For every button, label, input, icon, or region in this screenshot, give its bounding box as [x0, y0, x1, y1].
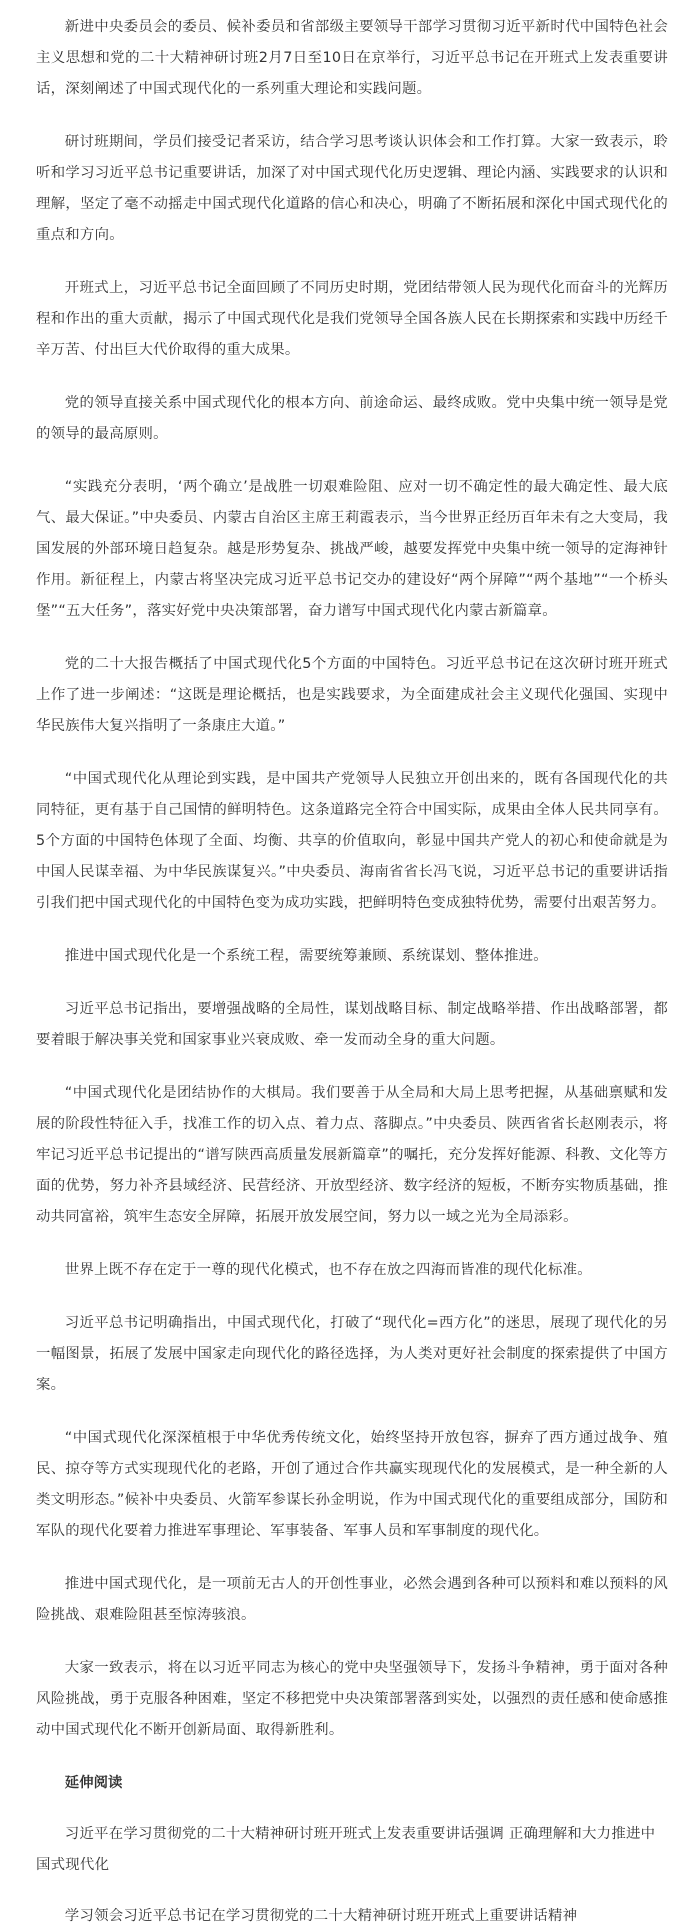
- article-paragraph-14: 推进中国式现代化，是一项前无古人的开创性事业，必然会遇到各种可以预料和难以预料的风险挑战、艰难险阻甚至惊涛骇浪。: [36, 1576, 668, 1623]
- article-paragraph-3: 开班式上，习近平总书记全面回顾了不同历史时期，党团结带领人民为现代化而奋斗的光辉历程和作出的重大贡献，揭示了中国式现代化是我们党领导全国各族人民在长期探索和实践中历经千辛万苦、付出巨大代价取得的重大成果。: [36, 280, 668, 358]
- article-paragraph-4: 党的领导直接关系中国式现代化的根本方向、前途命运、最终成败。党中央集中统一领导是党的领导的最高原则。: [36, 395, 668, 442]
- article-paragraph-13: “中国式现代化深深植根于中华优秀传统文化，始终坚持开放包容，摒弃了西方通过战争、殖民、掠夺等方式实现现代化的老路，开创了通过合作共赢实现现代化的发展模式，是一种全新的人类文明形态。”候补中央委员、火箭军参谋长孙金明说，作为中国式现代化的重要组成部分，国防和军队的现代化要着力推进军事理论、军事装备、军事人员和军事制度的现代化。: [36, 1430, 668, 1539]
- article-paragraph-15: 大家一致表示，将在以习近平同志为核心的党中央坚强领导下，发扬斗争精神，勇于面对各种风险挑战，勇于克服各种困难，坚定不移把党中央决策部署落到实处，以强烈的责任感和使命感推动中国式现代化不断开创新局面、取得新胜利。: [36, 1660, 668, 1738]
- article-paragraph-10: “中国式现代化是团结协作的大棋局。我们要善于从全局和大局上思考把握，从基础禀赋和发展的阶段性特征入手，找准工作的切入点、着力点、落脚点。”中央委员、陕西省省长赵刚表示，将牢记习近平总书记提出的“谱写陕西高质量发展新篇章”的嘱托，充分发挥好能源、科教、文化等方面的优势，努力补齐县域经济、民营经济、开放型经济、数字经济的短板，不断夯实物质基础，推动共同富裕，筑牢生态安全屏障，拓展开放发展空间，努力以一域之光为全局添彩。: [36, 1085, 668, 1225]
- article-paragraph-6: 党的二十大报告概括了中国式现代化5个方面的中国特色。习近平总书记在这次研讨班开班式上作了进一步阐述：“这既是理论概括，也是实践要求，为全面建成社会主义现代化强国、实现中华民族伟大复兴指明了一条康庄大道。”: [36, 656, 668, 734]
- related-article-link-1[interactable]: 习近平在学习贯彻党的二十大精神研讨班开班式上发表重要讲话强调 正确理解和大力推进中国式现代化: [36, 1826, 656, 1873]
- article-paragraph-8: 推进中国式现代化是一个系统工程，需要统筹兼顾、系统谋划、整体推进。: [64, 948, 548, 964]
- related-article-link-2[interactable]: 学习领会习近平总书记在学习贯彻党的二十大精神研讨班开班式上重要讲话精神: [64, 1908, 578, 1924]
- article-paragraph-1: 新进中央委员会的委员、候补委员和省部级主要领导干部学习贯彻习近平新时代中国特色社会主义思想和党的二十大精神研讨班2月7日至10日在京举行，习近平总书记在开班式上发表重要讲话，深刻阐述了中国式现代化的一系列重大理论和实践问题。: [36, 19, 668, 97]
- article-paragraph-12: 习近平总书记明确指出，中国式现代化，打破了“现代化=西方化”的迷思，展现了现代化的另一幅图景，拓展了发展中国家走向现代化的路径选择，为人类对更好社会制度的探索提供了中国方案。: [36, 1315, 668, 1393]
- article-paragraph-9: 习近平总书记指出，要增强战略的全局性，谋划战略目标、制定战略举措、作出战略部署，都要着眼于解决事关党和国家事业兴衰成败、牵一发而动全身的重大问题。: [36, 1001, 668, 1048]
- article-paragraph-5: “实践充分表明，‘两个确立’是战胜一切艰难险阻、应对一切不确定性的最大确定性、最大底气、最大保证。”中央委员、内蒙古自治区主席王莉霞表示，当今世界正经历百年未有之大变局，我国发展的外部环境日趋复杂。越是形势复杂、挑战严峻，越要发挥党中央集中统一领导的定海神针作用。新征程上，内蒙古将坚决完成习近平总书记交办的建设好“两个屏障”“两个基地”“一个桥头堡”“五大任务”，落实好党中央决策部署，奋力谱写中国式现代化内蒙古新篇章。: [36, 479, 668, 619]
- article-paragraph-7: “中国式现代化从理论到实践，是中国共产党领导人民独立开创出来的，既有各国现代化的共同特征，更有基于自己国情的鲜明特色。这条道路完全符合中国实际，成果由全体人民共同享有。5个方面的中国特色体现了全面、均衡、共享的价值取向，彰显中国共产党人的初心和使命就是为中国人民谋幸福、为中华民族谋复兴。”中央委员、海南省省长冯飞说，习近平总书记的重要讲话指引我们把中国式现代化的中国特色变为成功实践，把鲜明特色变成独特优势，需要付出艰苦努力。: [36, 771, 668, 911]
- article-paragraph-11: 世界上既不存在定于一尊的现代化模式，也不存在放之四海而皆准的现代化标准。: [64, 1262, 592, 1278]
- extended-reading-section: [36, 1768, 668, 1932]
- article-paragraph-2: 研讨班期间，学员们接受记者采访，结合学习思考谈认识体会和工作打算。大家一致表示，聆听和学习习近平总书记重要讲话，加深了对中国式现代化历史逻辑、理论内涵、实践要求的认识和理解，坚定了毫不动摇走中国式现代化道路的信心和决心，明确了不断拓展和深化中国式现代化的重点和方向。: [36, 134, 668, 243]
- extended-reading-title: 延伸阅读: [64, 1775, 123, 1791]
